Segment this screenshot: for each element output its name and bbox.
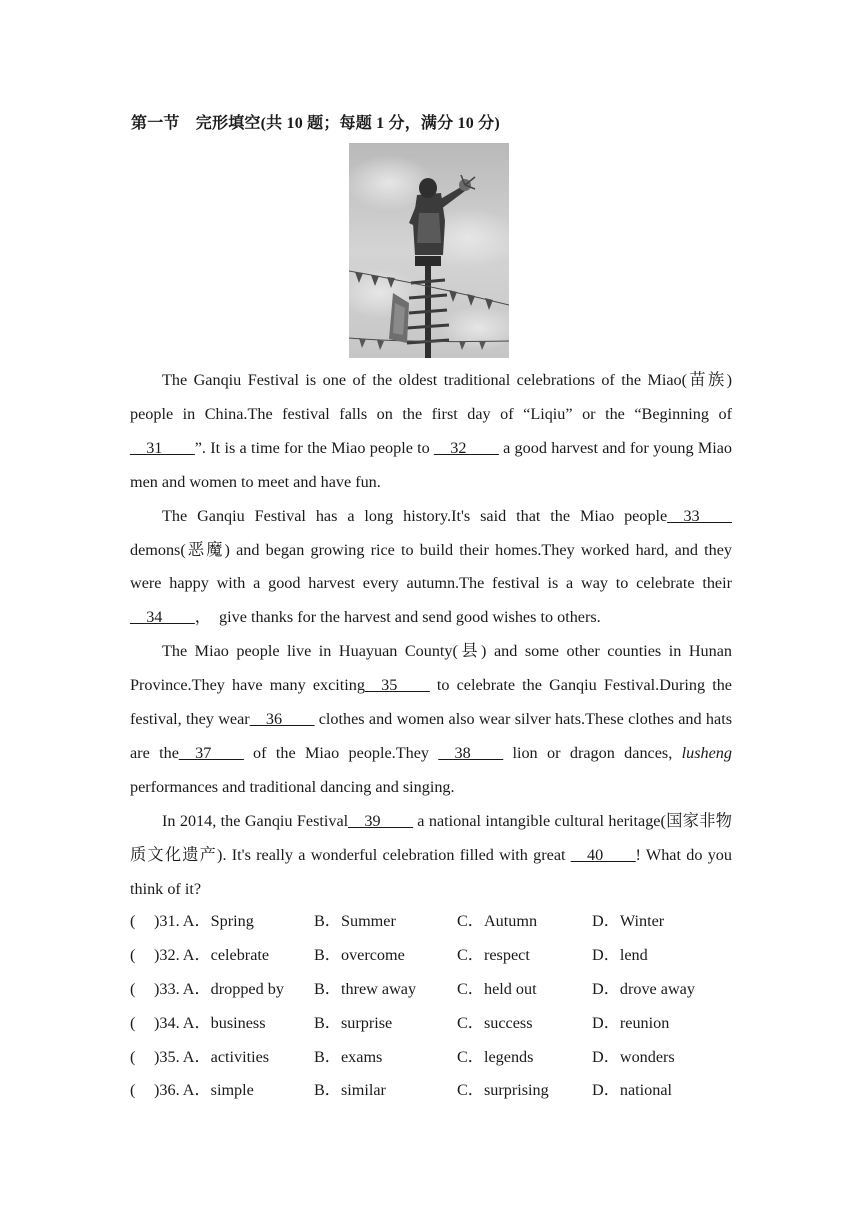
answer-blank: __33____ [667,506,732,525]
answer-paren: ( [130,1013,136,1032]
passage-text: In 2014, the Ganqiu Festival [162,811,349,830]
option-c: C．surprising [457,1081,549,1100]
answer-blank: __38____ [438,743,504,762]
passage-text: ”. It is a time for the Miao people to [194,438,435,457]
passage-text: lion or dragon dances, [503,743,682,762]
option-row-33 [130,973,750,1007]
option-b: B．similar [314,1081,386,1100]
passage-text: of the Miao people.They [243,743,439,762]
passage [130,364,732,907]
passage-text: a national intangible cultural heritage(国家非物质文化遗产). It's really a wonderful celebration filled with great [130,811,732,864]
option-b: B．Summer [314,912,396,930]
italic-term: lusheng [681,743,732,762]
option-b: B．threw away [314,979,417,998]
option-c: C．legends [457,1047,534,1066]
paragraph-1 [130,364,732,500]
answer-blank: __39____ [348,811,413,830]
option-row-35 [130,1041,750,1075]
passage-text: performances and traditional dancing and singing. [130,777,455,796]
paragraph-3 [130,635,732,805]
option-a: )34. A．business [154,1013,266,1032]
festival-photo [349,143,509,358]
passage-text: ， give thanks for the harvest and send good wishes to others. [194,608,601,627]
option-d: D．wonders [592,1047,675,1066]
passage-text: a good harvest and for young Miao men and women to meet and have fun. [130,438,732,491]
option-a: )32. A．celebrate [154,945,270,964]
passage-text: to celebrate the Ganqiu Festival.During the festival, they wear [130,676,732,729]
option-row-32 [130,939,750,973]
answer-blank: __31____ [130,438,195,457]
option-a: )33. A．dropped by [154,979,284,998]
option-b: B．overcome [314,945,405,964]
option-a: )36. A．simple [154,1081,254,1100]
answer-blank: __32____ [434,438,499,457]
answer-blank: __40____ [570,845,636,864]
passage-text: demons(恶魔) and began growing rice to build their homes.They worked hard, and they were happy with a good harvest every autumn.The festival is a way to celebrate their [130,540,732,593]
option-d: D．Winter [592,912,665,930]
option-c: C．held out [457,979,537,998]
answer-paren: ( [130,979,136,998]
option-c: C．respect [457,945,530,964]
passage-text: The Ganqiu Festival is one of the oldest traditional celebrations of the Miao(苗族) people in China.The festival falls on the first day of “Liqiu” or the “Beginning of [130,371,732,423]
answer-blank: __36____ [249,710,315,729]
option-d: D．lend [592,945,648,964]
option-d: D．reunion [592,1013,670,1032]
options-list [130,905,750,1108]
passage-text: The Ganqiu Festival has a long history.It's said that the Miao people [162,506,668,525]
miao-festival-pole-climber-photo-icon [349,143,509,358]
section-title: 第一节 完形填空(共 10 题；每题 1 分，满分 10 分) [131,115,500,132]
option-c: C．Autumn [457,912,538,930]
answer-paren: ( [130,1047,136,1066]
answer-blank: __34____ [130,608,195,627]
paragraph-2 [130,500,732,636]
option-b: B．exams [314,1047,383,1066]
option-c: C．success [457,1013,533,1032]
answer-blank: __35____ [364,676,430,695]
answer-blank: __37____ [178,743,244,762]
paragraph-4 [130,805,732,907]
answer-paren: ( [130,1081,136,1100]
passage-text: The Miao people live in Huayuan County(县) and some other counties in Hunan Province.They have many exciting [130,642,732,695]
option-row-31 [130,905,750,939]
answer-paren: ( [130,912,136,930]
answer-paren: ( [130,945,136,964]
passage-text: ! What do you think of it? [130,845,732,898]
passage-text: clothes and women also wear silver hats.These clothes and hats are the [130,710,732,762]
option-a: )35. A．activities [154,1047,270,1066]
option-row-36 [130,1074,750,1108]
option-d: D．drove away [592,979,695,998]
option-d: D．national [592,1081,673,1100]
option-a: )31. A．Spring [154,912,254,930]
option-row-34 [130,1007,750,1041]
option-b: B．surprise [314,1013,393,1032]
